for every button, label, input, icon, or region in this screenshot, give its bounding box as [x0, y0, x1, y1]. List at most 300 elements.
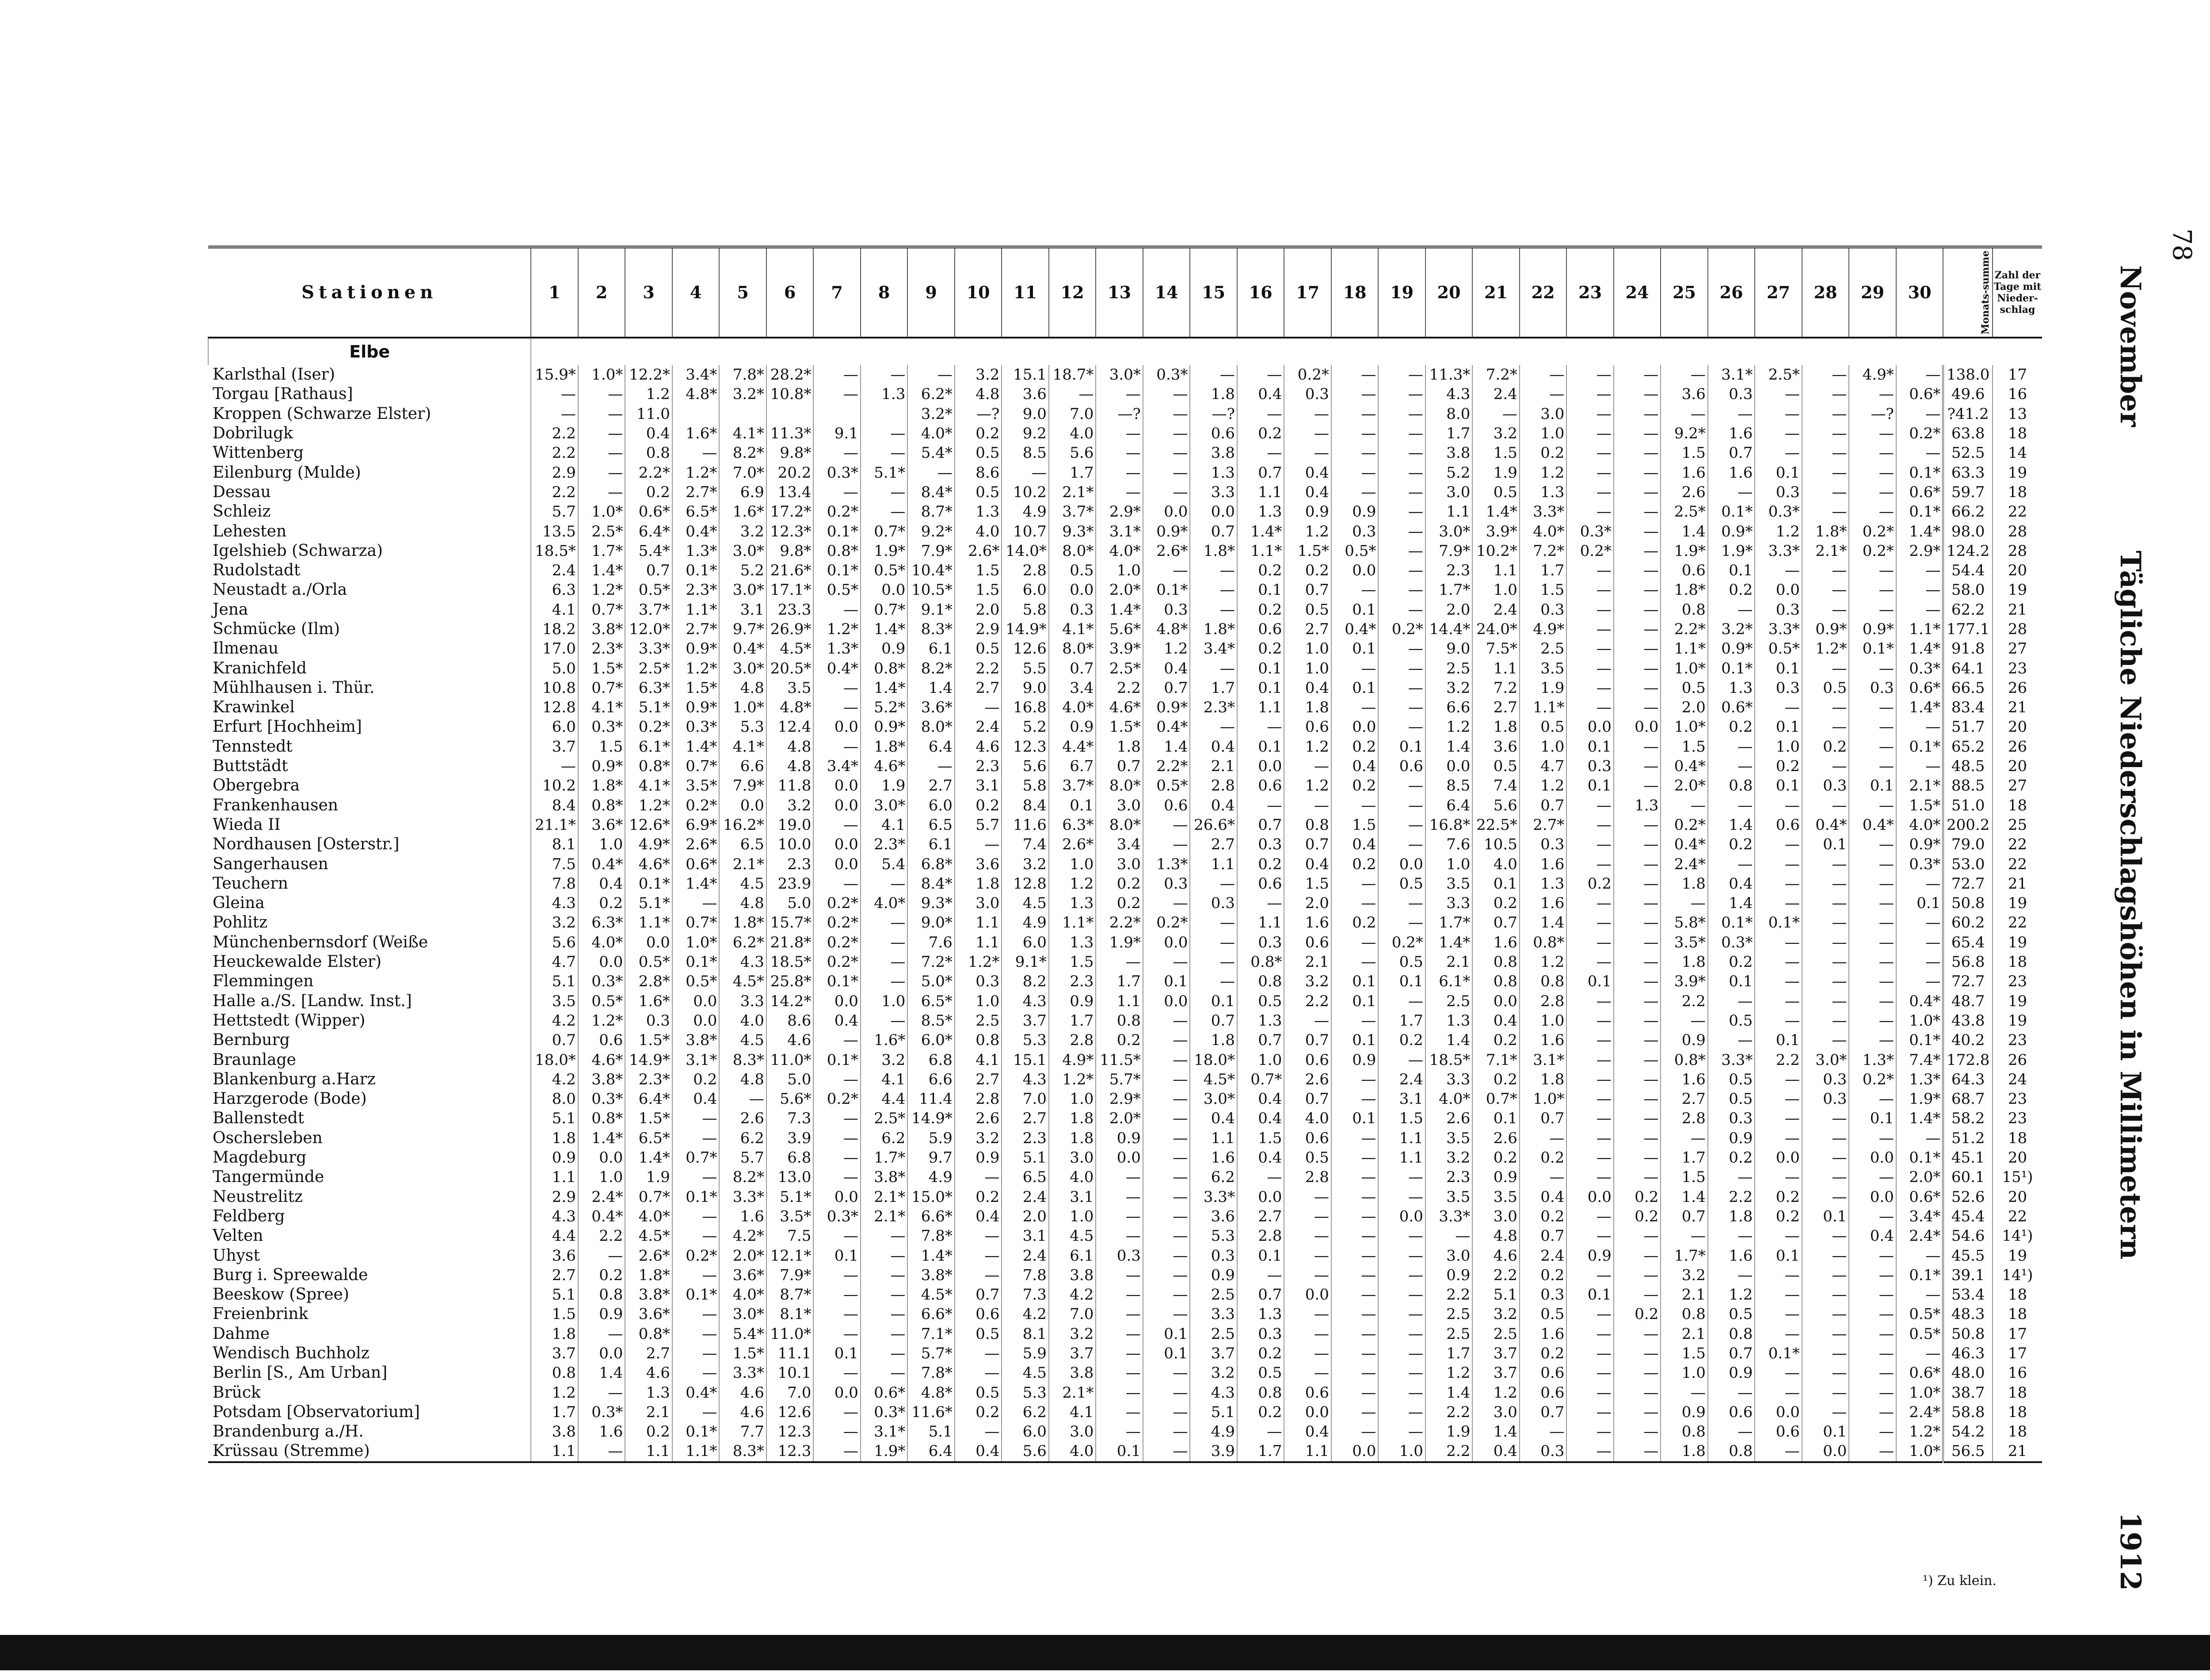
day-value: 7.2* [907, 952, 955, 972]
day-value: — [1566, 893, 1614, 913]
day-value: 0.1 [813, 1344, 861, 1363]
day-value: 4.0* [578, 933, 625, 952]
day-value: 2.1* [861, 1187, 908, 1206]
day-value: 0.5* [672, 972, 720, 991]
day-value: 12.1* [766, 1246, 814, 1265]
day-value: 5.8 [1002, 776, 1049, 795]
day-value: — [1661, 365, 1708, 384]
day-value: 3.0 [1049, 1148, 1096, 1167]
day-value: 0.4* [1661, 756, 1708, 776]
day-value: — [813, 1324, 861, 1344]
day-value: 0.8 [1472, 952, 1520, 972]
day-value: 9.1* [907, 600, 955, 620]
day-value: 0.5* [625, 952, 672, 972]
day-value: 0.9* [578, 756, 625, 776]
day-value: — [813, 1285, 861, 1304]
day-value: 0.4* [578, 854, 625, 874]
day-value: 0.0 [1284, 1403, 1331, 1422]
day-value: — [1143, 1148, 1190, 1167]
day-value: 0.4* [578, 1207, 625, 1226]
day-value: 0.2* [813, 913, 861, 932]
day-value: 0.2 [1520, 1344, 1567, 1363]
day-value: — [672, 893, 720, 913]
day-value: 12.4 [766, 717, 814, 737]
table-row [208, 835, 2042, 854]
day-value: 0.6 [1237, 874, 1284, 893]
day-value: — [813, 443, 861, 463]
day-value: — [578, 483, 625, 502]
day-value: 0.1 [1143, 972, 1190, 991]
day-value: 14.9* [625, 1050, 672, 1069]
day-value: 12.6 [766, 1403, 814, 1422]
day-value: 3.2 [1425, 678, 1473, 698]
day-value: 3.0 [1520, 404, 1567, 424]
day-value: 0.8* [1520, 933, 1567, 952]
day-value: 7.8* [719, 365, 766, 384]
rain-day-count: 14¹) [1993, 1226, 2042, 1246]
month-sum: 91.8 [1943, 639, 1993, 658]
day-value: — [1566, 1011, 1614, 1030]
day-value: 7.9* [719, 776, 766, 795]
day-value: 17.2* [766, 502, 814, 521]
day-value: 3.0* [1096, 365, 1143, 384]
day-value: 1.8* [578, 776, 625, 795]
day-value: — [1708, 756, 1755, 776]
day-value: — [1755, 1363, 1802, 1383]
day-value: 0.7* [861, 521, 908, 541]
day-value: 4.1 [531, 600, 578, 620]
day-value: — [1237, 404, 1284, 424]
day-value: — [1896, 1285, 1943, 1304]
station-name: Neustrelitz [213, 1187, 303, 1206]
day-value: 1.2 [1520, 952, 1567, 972]
day-value: 0.2* [1143, 913, 1190, 932]
day-value: 0.4 [1284, 463, 1331, 482]
day-value: — [1802, 1344, 1849, 1363]
day-value: — [1802, 1285, 1849, 1304]
day-value: 0.4* [672, 1383, 720, 1402]
day-value: 1.0 [1049, 1207, 1096, 1226]
day-value: — [1331, 365, 1379, 384]
day-value: 0.7 [1284, 1089, 1331, 1109]
day-value: 0.2 [1520, 1207, 1567, 1226]
day-value: — [813, 483, 861, 502]
day-value: 1.1 [955, 913, 1002, 932]
day-value: — [1566, 483, 1614, 502]
day-value: 1.4* [1096, 600, 1143, 620]
day-value: 0.0 [1378, 1207, 1425, 1226]
day-value: 9.8* [766, 443, 814, 463]
day-value: 6.0* [907, 1030, 955, 1050]
day-value: 6.0 [1002, 933, 1049, 952]
day-value: 1.1 [1284, 1441, 1331, 1462]
day-value: 2.7 [1284, 620, 1331, 639]
day-value: 0.0 [1566, 717, 1614, 737]
day-value: 2.4 [1472, 384, 1520, 404]
day-value: 1.5 [578, 737, 625, 756]
day-value: — [1143, 893, 1190, 913]
day-value: — [1708, 1383, 1755, 1402]
day-value: — [1755, 1266, 1802, 1285]
day-value: 5.4* [719, 1324, 766, 1344]
day-value: 0.3 [1708, 384, 1755, 404]
day-value: 1.1* [1049, 913, 1096, 932]
station-name: Erfurt [Hochheim] [213, 718, 362, 736]
day-value: — [1331, 1246, 1379, 1265]
day-value: 0.4 [1331, 835, 1379, 854]
day-value: 1.5 [955, 561, 1002, 580]
day-value: — [1614, 874, 1661, 893]
day-value: 4.3 [1425, 384, 1473, 404]
day-value: 0.1* [672, 1187, 720, 1206]
day-value: — [1378, 992, 1425, 1011]
day-value: 6.6 [907, 1070, 955, 1089]
day-value: 2.1 [1425, 952, 1473, 972]
day-value: — [813, 815, 861, 835]
day-value: 3.4* [813, 756, 861, 776]
day-value: 8.2 [1002, 972, 1049, 991]
day-value: 0.8* [578, 1109, 625, 1128]
rain-day-count: 27 [1993, 776, 2042, 795]
day-value: — [578, 384, 625, 404]
station-name: Halle a./S. [Landw. Inst.] [213, 992, 412, 1010]
day-value: — [1802, 756, 1849, 776]
day-value: — [1661, 1129, 1708, 1148]
day-value: — [861, 1011, 908, 1030]
day-value: — [1614, 384, 1661, 404]
station-name: Heuckewalde Elster) [213, 953, 382, 971]
day-value: 0.8 [1096, 1011, 1143, 1030]
day-value: 5.0 [531, 658, 578, 678]
day-value: 0.1 [1237, 580, 1284, 600]
day-value: — [1802, 404, 1849, 424]
day-value: 6.5 [719, 835, 766, 854]
day-value: 3.2* [1708, 620, 1755, 639]
day-value: 0.0 [813, 796, 861, 815]
day-value: 4.3 [719, 952, 766, 972]
day-value: — [1661, 1011, 1708, 1030]
day-value: 6.3 [531, 580, 578, 600]
day-value: — [1755, 796, 1802, 815]
day-value: — [1284, 756, 1331, 776]
day-value: 0.8 [1708, 1324, 1755, 1344]
day-value: — [1331, 483, 1379, 502]
day-value: — [1566, 443, 1614, 463]
day-value: 7.9* [1425, 541, 1473, 561]
header-day: 19 [1378, 247, 1425, 338]
day-value: 0.3* [578, 972, 625, 991]
day-value: — [1802, 893, 1849, 913]
day-value: 0.9 [1566, 1246, 1614, 1265]
day-value: 8.4* [907, 483, 955, 502]
day-value: — [1096, 1344, 1143, 1363]
table-row [208, 1011, 2042, 1030]
header-day: 22 [1520, 247, 1567, 338]
day-value: 3.0 [1472, 1207, 1520, 1226]
day-value: 1.2 [1425, 1363, 1473, 1383]
day-value: 1.3* [1896, 1070, 1943, 1089]
rain-day-count: 15¹) [1993, 1167, 2042, 1187]
day-value: — [1849, 835, 1896, 854]
day-value: 0.1 [813, 1246, 861, 1265]
station-name: Krawinkel [213, 698, 295, 717]
day-value: 1.0 [1378, 1441, 1425, 1462]
header-day: 13 [1096, 247, 1143, 338]
table-row [208, 443, 2042, 463]
month-sum: 40.2 [1943, 1030, 1993, 1050]
day-value: 1.8 [1472, 717, 1520, 737]
day-value: 3.0 [1049, 1422, 1096, 1441]
day-value: 5.1 [531, 1109, 578, 1128]
day-value: 1.8 [1284, 698, 1331, 717]
day-value: 2.2 [531, 424, 578, 443]
day-value: 0.5* [1896, 1304, 1943, 1324]
day-value: 4.3 [531, 893, 578, 913]
day-value: 18.5* [766, 952, 814, 972]
day-value: — [1566, 365, 1614, 384]
station-name: Jena [213, 600, 248, 619]
day-value: 1.0 [1520, 1011, 1567, 1030]
day-value: — [1896, 561, 1943, 580]
day-value: 1.6 [1661, 463, 1708, 482]
day-value: 1.0 [861, 992, 908, 1011]
day-value: 6.1 [907, 835, 955, 854]
day-value: 0.2 [1708, 1148, 1755, 1167]
day-value: 5.3 [1002, 1383, 1049, 1402]
day-value: — [955, 1246, 1002, 1265]
day-value: — [1802, 561, 1849, 580]
month-sum: 50.8 [1943, 1324, 1993, 1344]
day-value: — [1566, 580, 1614, 600]
day-value: — [1896, 952, 1943, 972]
day-value: 0.2 [955, 1403, 1002, 1422]
day-value: 1.5* [625, 1030, 672, 1050]
day-value: 0.1 [1566, 1285, 1614, 1304]
day-value: 6.6 [1425, 698, 1473, 717]
day-value: — [1331, 1383, 1379, 1402]
day-value: — [861, 913, 908, 932]
header-day: 10 [955, 247, 1002, 338]
header-day: 16 [1237, 247, 1284, 338]
day-value: — [955, 1363, 1002, 1383]
day-value: — [1755, 561, 1802, 580]
day-value: — [861, 933, 908, 952]
station-name: Berlin [S., Am Urban] [213, 1364, 388, 1382]
day-value: 1.0 [1049, 854, 1096, 874]
day-value: — [1566, 600, 1614, 620]
day-value: — [1096, 1383, 1143, 1402]
day-value: — [1566, 1148, 1614, 1167]
day-value: — [1331, 1324, 1379, 1344]
table-row [208, 717, 2042, 737]
day-value: — [1566, 1383, 1614, 1402]
day-value: 1.1 [531, 1441, 578, 1462]
day-value: 2.7 [955, 678, 1002, 698]
rain-day-count: 19 [1993, 992, 2042, 1011]
day-value: 0.9* [1849, 620, 1896, 639]
day-value: 0.5* [1331, 541, 1379, 561]
day-value: — [1755, 698, 1802, 717]
day-value: 6.8 [907, 1050, 955, 1069]
day-value: 0.6* [861, 1383, 908, 1402]
day-value: 2.3 [1002, 1129, 1049, 1148]
day-value: 0.1 [1566, 972, 1614, 991]
day-value: 0.9 [1284, 502, 1331, 521]
day-value [766, 404, 814, 424]
day-value: — [1378, 1266, 1425, 1285]
day-value: 23.3 [766, 600, 814, 620]
month-sum: 51.2 [1943, 1129, 1993, 1148]
day-value: 0.6 [1284, 1383, 1331, 1402]
table-row [208, 1207, 2042, 1226]
rain-day-count: 23 [1993, 1089, 2042, 1109]
day-value: 0.0 [813, 776, 861, 795]
day-value: — [1190, 561, 1237, 580]
day-value: — [1802, 580, 1849, 600]
day-value: 1.2* [1802, 639, 1849, 658]
day-value: 3.0* [719, 1304, 766, 1324]
day-value: 6.5* [625, 1129, 672, 1148]
day-value: — [1331, 658, 1379, 678]
day-value: — [813, 1109, 861, 1128]
day-value: 3.8* [861, 1167, 908, 1187]
day-value: — [1614, 1167, 1661, 1187]
day-value: 3.7* [1049, 502, 1096, 521]
day-value: — [1802, 1324, 1849, 1344]
day-value: — [813, 678, 861, 698]
day-value: 0.3 [1708, 1109, 1755, 1128]
day-value: 0.4 [1237, 1109, 1284, 1128]
day-value: 0.1* [1896, 463, 1943, 482]
month-sum: 63.3 [1943, 463, 1993, 482]
day-value: 1.6 [1708, 463, 1755, 482]
day-value: — [1755, 835, 1802, 854]
day-value: — [1614, 639, 1661, 658]
day-value [672, 404, 720, 424]
day-value: 12.0* [625, 620, 672, 639]
rain-day-count: 26 [1993, 678, 2042, 698]
day-value: 7.9* [907, 541, 955, 561]
station-name: Ilmenau [213, 639, 279, 658]
day-value: 1.8* [1190, 620, 1237, 639]
table-row [208, 698, 2042, 717]
month-sum: 60.2 [1943, 913, 1993, 932]
table-row [208, 1109, 2042, 1128]
day-value: 2.7* [672, 483, 720, 502]
day-value: 0.6 [1237, 620, 1284, 639]
river-group-row [208, 338, 2042, 365]
day-value: 3.9* [1472, 521, 1520, 541]
day-value: — [861, 1324, 908, 1344]
day-value: — [1849, 600, 1896, 620]
day-value: — [1755, 404, 1802, 424]
day-value: 14.4* [1425, 620, 1473, 639]
day-value: — [1614, 1246, 1661, 1265]
day-value: 0.8 [1472, 972, 1520, 991]
day-value: — [1614, 1422, 1661, 1441]
day-value: 6.2 [719, 1129, 766, 1148]
table-row [208, 561, 2042, 580]
day-value: 2.2 [1755, 1050, 1802, 1069]
day-value: 0.4 [1237, 384, 1284, 404]
day-value: 2.6* [1049, 835, 1096, 854]
day-value: — [1331, 1187, 1379, 1206]
day-value: 3.3* [719, 1187, 766, 1206]
day-value: 4.1* [625, 776, 672, 795]
day-value: 10.8 [531, 678, 578, 698]
day-value: 4.9 [1002, 913, 1049, 932]
day-value: 0.0 [1331, 1441, 1379, 1462]
month-sum: 58.0 [1943, 580, 1993, 600]
day-value: 4.1 [1049, 1403, 1096, 1422]
day-value: — [1425, 1226, 1473, 1246]
day-value: 0.0 [813, 835, 861, 854]
day-value: 2.7* [1520, 815, 1567, 835]
day-value: 8.7* [766, 1285, 814, 1304]
day-value: — [1566, 1070, 1614, 1089]
day-value: 6.6 [719, 756, 766, 776]
day-value: 8.0 [1425, 404, 1473, 424]
day-value: 4.1* [1049, 620, 1096, 639]
day-value: 1.8* [719, 913, 766, 932]
header-day: 5 [719, 247, 766, 338]
day-value: 1.4 [1425, 1030, 1473, 1050]
month-sum: 46.3 [1943, 1344, 1993, 1363]
day-value: — [1802, 463, 1849, 482]
day-value: — [1802, 1363, 1849, 1383]
day-value: 0.8 [1520, 972, 1567, 991]
day-value: — [1614, 1109, 1661, 1128]
day-value: 9.0 [1002, 678, 1049, 698]
table-row [208, 1070, 2042, 1089]
day-value: 1.3 [1425, 1011, 1473, 1030]
day-value: 2.8 [1284, 1167, 1331, 1187]
day-value: — [1566, 698, 1614, 717]
day-value: 0.1* [813, 972, 861, 991]
rain-day-count: 21 [1993, 1441, 2042, 1462]
day-value: 10.7 [1002, 521, 1049, 541]
day-value: — [1802, 1167, 1849, 1187]
day-value: 2.3 [766, 854, 814, 874]
day-value: — [1849, 698, 1896, 717]
day-value: 0.1 [1049, 796, 1096, 815]
day-value: 3.3* [1755, 620, 1802, 639]
day-value: 8.0* [1049, 639, 1096, 658]
day-value: 1.3 [1237, 502, 1284, 521]
header-day: 24 [1614, 247, 1661, 338]
header-day: 14 [1143, 247, 1190, 338]
day-value: — [1755, 1089, 1802, 1109]
day-value: — [1566, 502, 1614, 521]
day-value: — [1614, 580, 1661, 600]
table-row [208, 952, 2042, 972]
day-value: — [578, 463, 625, 482]
day-value: 3.8 [1049, 1363, 1096, 1383]
day-value: 11.5* [1096, 1050, 1143, 1069]
day-value: 0.6 [1755, 815, 1802, 835]
day-value: 6.0 [531, 717, 578, 737]
day-value: 4.1 [861, 1070, 908, 1089]
day-value: — [1331, 1011, 1379, 1030]
day-value: — [1614, 835, 1661, 854]
day-value: 1.2* [578, 1011, 625, 1030]
day-value: — [1331, 1070, 1379, 1089]
day-value: 0.8* [578, 796, 625, 815]
day-value: — [1096, 952, 1143, 972]
day-value: 6.1 [907, 639, 955, 658]
day-value: 0.3 [1849, 678, 1896, 698]
day-value: — [1896, 874, 1943, 893]
